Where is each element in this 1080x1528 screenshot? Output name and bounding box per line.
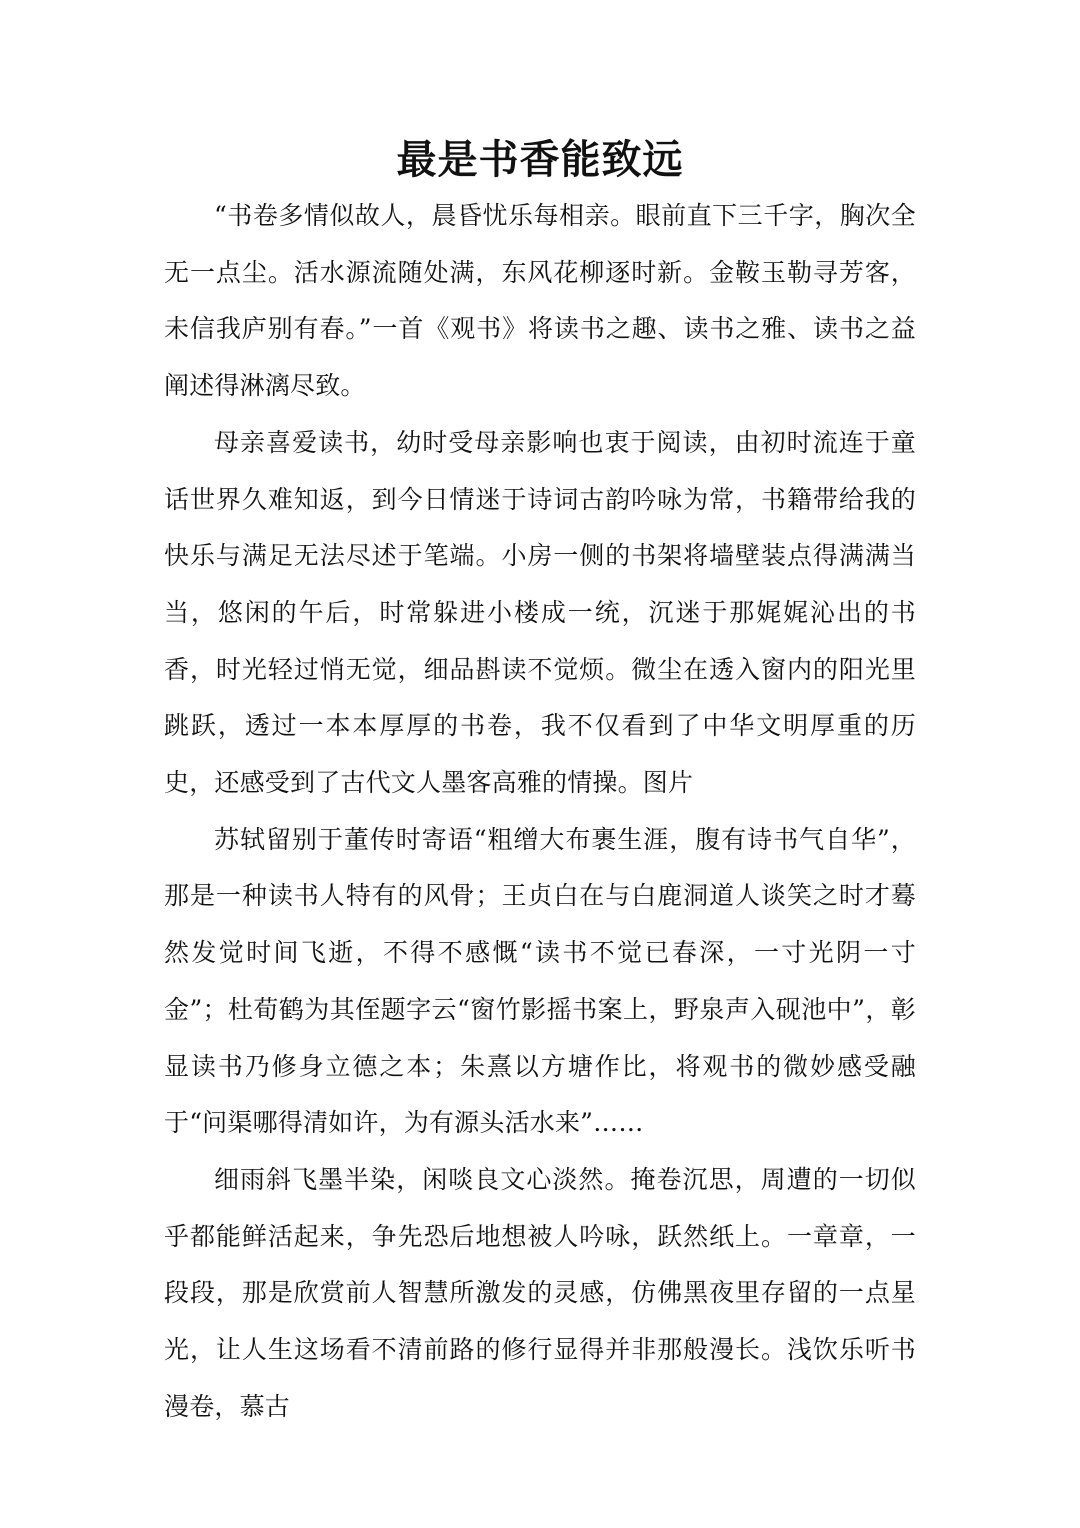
paragraph-4: 细雨斜飞墨半染，闲啖良文心淡然。掩卷沉思，周遭的一切似乎都能鲜活起来，争先恐后地想被人吟咏，跃然纸上。一章章，一段段，那是欣赏前人智慧所激发的灵感，仿佛黑夜里存留的一点星光，让人生这场看不清前路的修行显得并非那般漫长。浅饮乐听书漫卷，慕古 — [164, 1164, 916, 1421]
paragraph-3: 苏轼留别于董传时寄语“粗缯大布裹生涯，腹有诗书气自华”，那是一种读书人特有的风骨；王贞白在与白鹿洞道人谈笑之时才蓦然发觉时间飞逝，不得不感慨“读书不觉已春深，一寸光阴一寸金”；杜荀鹤为其侄题字云“窗竹影摇书案上，野泉声入砚池中”，彰显读书乃修身立德之本；朱熹以方塘作比，将观书的微妙感受融于“问渠哪得清如许，为有源头活水来”…… — [164, 824, 916, 1138]
paragraph-1: “书卷多情似故人，晨昏忧乐每相亲。眼前直下三千字，胸次全无一点尘。活水源流随处满，东风花柳逐时新。金鞍玉勒寻芳客，未信我庐别有春。”一首《观书》将读书之趣、读书之雅、读书之益阐述得淋漓尽致。 — [164, 201, 916, 401]
document-body — [164, 188, 916, 1435]
document-title: 最是书香能致远 — [396, 136, 684, 183]
paragraph-2: 母亲喜爱读书，幼时受母亲影响也衷于阅读，由初时流连于童话世界久难知返，到今日情迷于诗词古韵吟咏为常，书籍带给我的快乐与满足无法尽述于笔端。小房一侧的书架将墙壁装点得满满当当，悠闲的午后，时常躲进小楼成一统，沉迷于那娓娓沁出的书香，时光轻过悄无觉，细品斟读不觉烦。微尘在透入窗内的阳光里跳跃，透过一本本厚厚的书卷，我不仅看到了中华文明厚重的历史，还感受到了古代文人墨客高雅的情操。图片 — [164, 427, 916, 798]
